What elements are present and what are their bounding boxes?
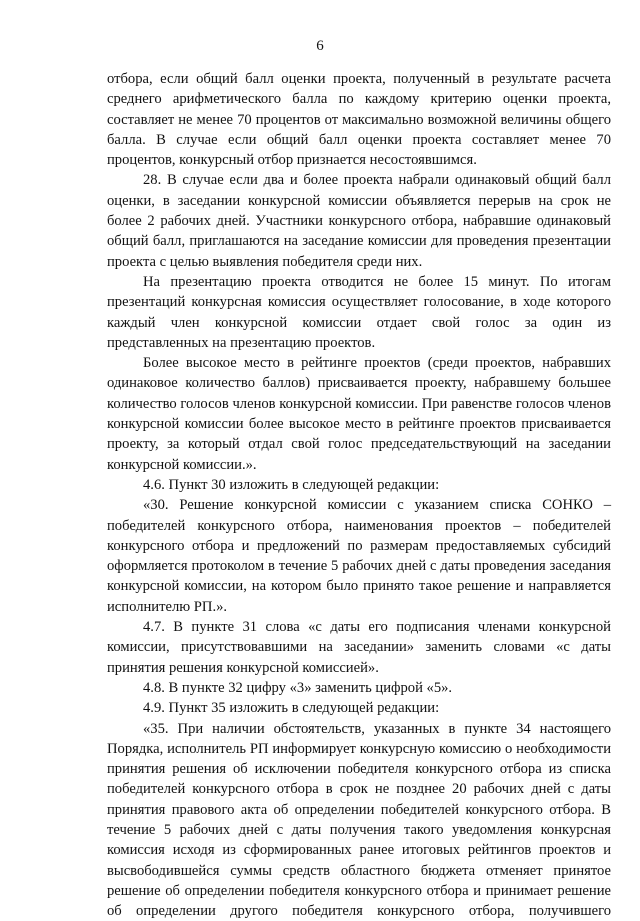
page-number: 6 — [0, 38, 640, 55]
paragraph: 4.7. В пункте 31 слова «с даты его подписания членами конкурсной комиссии, присутствовавшими на заседании» заменить словами «с даты принятия решения конкурсной комиссией». — [107, 617, 611, 678]
paragraph: 4.9. Пункт 35 изложить в следующей редакции: — [107, 698, 611, 718]
paragraph: 4.6. Пункт 30 изложить в следующей редакции: — [107, 475, 611, 495]
paragraph: отбора, если общий балл оценки проекта, полученный в результате расчета среднего арифметического балла по каждому критерию оценки проекта, составляет не менее 70 процентов от максимально возможной величины общего балла. В случае если общий балл оценки проекта составляет менее 70 процентов, конкурсный отбор признается несостоявшимся. — [107, 69, 611, 170]
paragraph: «30. Решение конкурсной комиссии с указанием списка СОНКО – победителей конкурсного отбора, наименования проектов – победителей конкурсного отбора и предложений по размерам предоставляемых субсидий оформляется протоколом в течение 5 рабочих дней с даты проведения заседания конкурсной комиссии, на котором было принято такое решение и направляется исполнителю РП.». — [107, 495, 611, 617]
paragraph: 4.8. В пункте 32 цифру «3» заменить цифрой «5». — [107, 678, 611, 698]
document-body — [107, 69, 611, 921]
paragraph: Более высокое место в рейтинге проектов (среди проектов, набравших одинаковое количество баллов) присваивается проекту, набравшему большее количество голосов членов конкурсной комиссии. При равенстве голосов членов конкурсной комиссии более высокое место в рейтинге проектов присваивается проекту, за который отдал свой голос председательствующий на заседании конкурсной комиссии.». — [107, 353, 611, 475]
paragraph: 28. В случае если два и более проекта набрали одинаковый общий балл оценки, в заседании конкурсной комиссии объявляется перерыв на срок не более 2 рабочих дней. Участники конкурсного отбора, набравшие одинаковый общий балл, приглашаются на заседание комиссии для проведения презентации проекта с целью выявления победителя среди них. — [107, 170, 611, 271]
paragraph: «35. При наличии обстоятельств, указанных в пункте 34 настоящего Порядка, исполнитель РП информирует конкурсную комиссию о необходимости принятия решения об исключении победителя конкурсного отбора из списка победителей конкурсного отбора в срок не позднее 20 рабочих дней с даты принятия правового акта об определении победителей конкурсного отбора. В течение 5 рабочих дней с даты получения такого уведомления конкурсная комиссия исходя из сформированных ранее итоговых рейтингов проектов и высвободившейся суммы средств областного бюджета отменяет принятое решение об определении победителя конкурсного отбора и принимает решение об определении другого победителя конкурсного отбора, получившего — [107, 719, 611, 921]
paragraph: На презентацию проекта отводится не более 15 минут. По итогам презентаций конкурсная комиссия осуществляет голосование, в ходе которого каждый член конкурсной комиссии отдает свой голос за один из представленных на презентацию проектов. — [107, 272, 611, 353]
